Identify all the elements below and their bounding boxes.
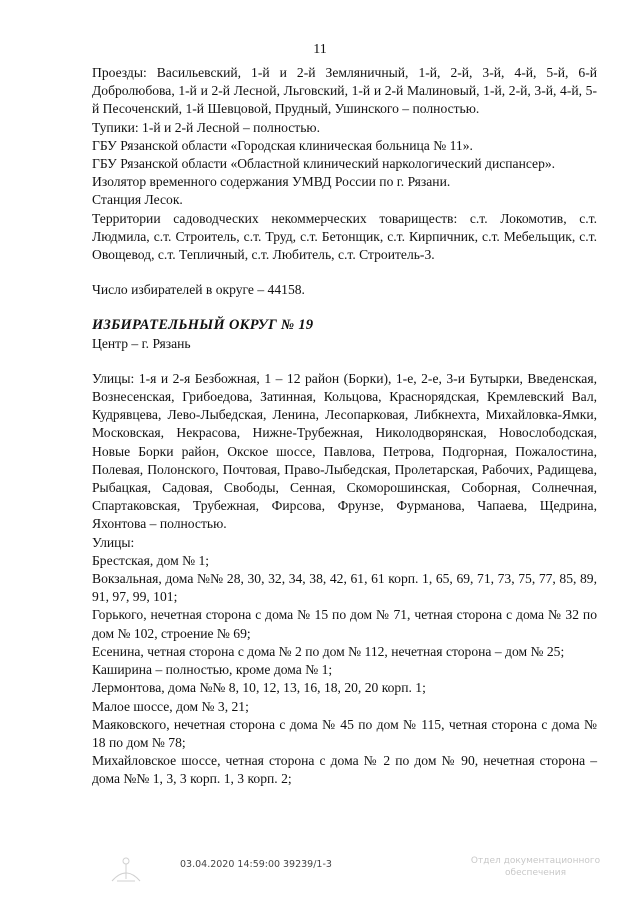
street-entry: Вокзальная, дома №№ 28, 30, 32, 34, 38, 42, 61, 61 корп. 1, 65, 69, 71, 73, 75, 77, 85, 89, 91, 97, 99, 101; bbox=[92, 571, 597, 605]
paragraph-dead-ends: Тупики: 1-й и 2-й Лесной – полностью. bbox=[92, 119, 320, 135]
paragraph-dispensary: ГБУ Рязанской области «Областной клинический наркологический диспансер». bbox=[92, 156, 556, 172]
footer-code: 39239/1-3 bbox=[283, 859, 332, 870]
paragraph-passages: Проезды: Васильевский, 1-й и 2-й Земляничный, 1-й, 2-й, 3-й, 4-й, 5-й, 6-й Добролюбова, 1-й и 2-й Лесной, Льговский, 1-й и 2-й Малиновый, 1-й, 2-й, 3-й, 4-й, 5-й Песоченский, 1-й Шевцовой, Прудный, Ушинского – полностью. bbox=[92, 65, 597, 117]
streets-heading: Улицы: bbox=[92, 534, 135, 550]
district-title: ИЗБИРАТЕЛЬНЫЙ ОКРУГ № 19 bbox=[92, 317, 314, 334]
district-subtitle: Центр – г. Рязань bbox=[92, 335, 191, 351]
stamp-line: обеспечения bbox=[505, 868, 566, 878]
paragraph-hospital: ГБУ Рязанской области «Городская клиническая больница № 11». bbox=[92, 137, 473, 153]
paragraph-detention: Изолятор временного содержания УМВД России по г. Рязани. bbox=[92, 174, 451, 190]
footer-date: 03.04.2020 14:59:00 bbox=[180, 859, 281, 870]
street-entry: Маяковского, нечетная сторона с дома № 45 по дом № 115, четная сторона с дома № 18 по дом № 78; bbox=[92, 716, 597, 750]
street-entry: Каширина – полностью, кроме дома № 1; bbox=[92, 662, 333, 678]
paragraph-streets-full: Улицы: 1-я и 2-я Безбожная, 1 – 12 район (Борки), 1-е, 2-е, 3-и Бутырки, Введенская, Вознесенская, Грибоедова, Затинная, Кольцова, Краснорядская, Кремлевский Вал, Кудрявцева, Лево-Лыбедская, Ленина, Лесопарковая, Либкнехта, Михайловка-Ямки, Московская, Некрасова, Нижне-Трубежная, Николодворянская, Новослободская, Новые Борки район, Окское шоссе, Павлова, Петрова, Подгорная, Пожалостина, Полевая, Полонского, Почтовая, Право-Лыбедская, Пролетарская, Рабочих, Радищева, Рыбацкая, Садовая, Свободы, Сенная, Скоморошинская, Соборная, Солнечная, Спартаковская, Трубежная, Фирсова, Фрунзе, Фурманова, Чапаева, Щедрина, Яхонтова – полностью. bbox=[92, 370, 597, 532]
street-entry: Брестская, дом № 1; bbox=[92, 552, 210, 568]
street-entry: Михайловское шоссе, четная сторона с дома № 2 по дом № 90, нечетная сторона – дома №№ 1, 3, 3 корп. 1, 3 корп. 2; bbox=[92, 753, 597, 787]
page-number: 11 bbox=[313, 42, 327, 57]
street-entry: Горького, нечетная сторона с дома № 15 по дом № 71, четная сторона с дома № 32 по дом № 102, строение № 69; bbox=[92, 607, 597, 641]
paragraph-gardening: Территории садоводческих некоммерческих товариществ: с.т. Локомотив, с.т. Людмила, с.т. Строитель, с.т. Труд, с.т. Бетонщик, с.т. Кирпичник, с.т. Мебельщик, с.т. Овощевод, с.т. Тепличный, с.т. Любитель, с.т. Строитель-3. bbox=[92, 210, 597, 263]
street-entry: Есенина, четная сторона с дома № 2 по дом № 112, нечетная сторона – дом № 25; bbox=[92, 643, 565, 659]
department-stamp bbox=[463, 855, 608, 879]
page-footer bbox=[0, 855, 640, 891]
document-body bbox=[92, 64, 597, 789]
voters-count: Число избирателей в округе – 44158. bbox=[92, 282, 305, 298]
street-entry: Лермонтова, дома №№ 8, 10, 12, 13, 16, 18, 20, 20 корп. 1; bbox=[92, 680, 426, 696]
stamp-line: Отдел документационного bbox=[470, 856, 601, 866]
paragraph-station: Станция Лесок. bbox=[92, 192, 183, 208]
stamp-mark-icon bbox=[108, 855, 144, 885]
street-entry: Малое шоссе, дом № 3, 21; bbox=[92, 698, 249, 714]
